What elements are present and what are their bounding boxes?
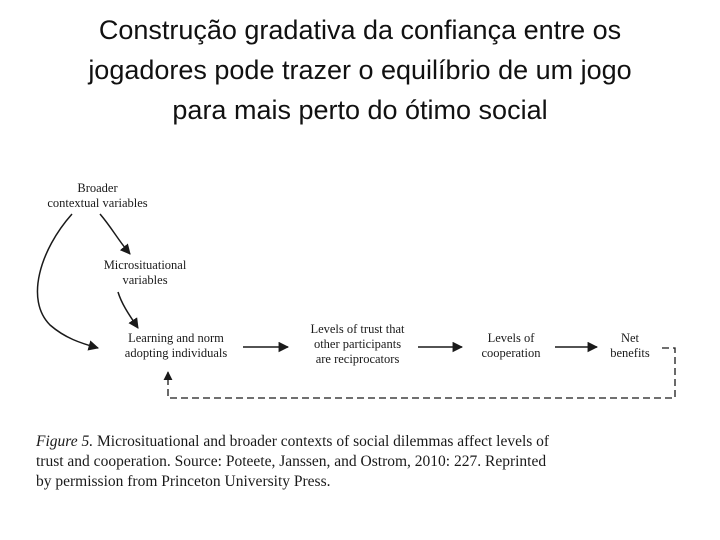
arrow-broader-to-learning <box>37 214 98 348</box>
node-levels-of-cooperation: Levels of cooperation <box>481 331 541 360</box>
caption-figure-label: Figure 5. <box>36 433 94 450</box>
arrow-broader-to-micro <box>100 214 130 254</box>
node-broader-contextual-variables: Broader contextual variables <box>47 181 148 210</box>
figure-caption <box>36 432 686 492</box>
node-net-benefits: Net benefits <box>610 331 650 360</box>
caption-line-2: trust and cooperation. Source: Poteete, Janssen, and Ostrom, 2010: 227. Reprinted <box>36 453 547 470</box>
node-levels-of-trust: Levels of trust that other participants are reciprocators <box>310 322 405 366</box>
title-line-3: para mais perto do ótimo social <box>172 95 548 125</box>
node-learning-norm-adopting: Learning and norm adopting individuals <box>124 331 228 360</box>
title-line-2: jogadores pode trazer o equilíbrio de um jogo <box>88 55 632 85</box>
caption-line-3: by permission from Princeton University Press. <box>36 473 331 490</box>
node-microsituational-variables: Microsituational variables <box>103 258 187 287</box>
arrow-micro-to-learning <box>118 292 138 328</box>
caption-line-1: Figure 5. Microsituational and broader contexts of social dilemmas affect levels of <box>36 433 550 450</box>
title-line-1: Construção gradativa da confiança entre os <box>98 15 622 45</box>
